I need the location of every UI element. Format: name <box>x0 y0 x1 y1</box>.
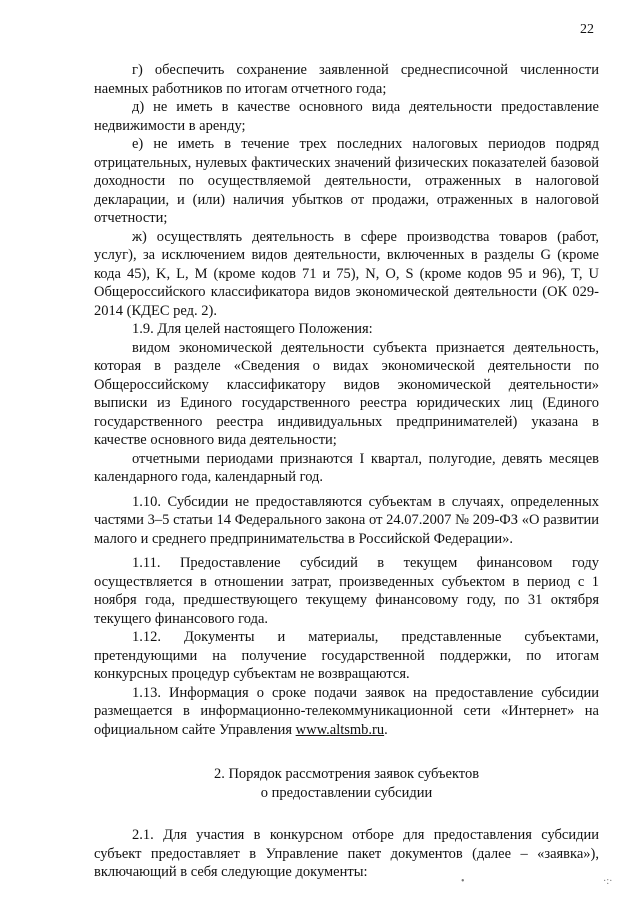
paragraph-1-11: 1.11. Предоставление субсидий в текущем финансовом году осуществляется в отношении затрат, произведенных субъектом в период с 1 ноября года, предшествующего текущему финансовому году, по 31 октября текущего финансового года. <box>94 555 599 627</box>
paragraph-1-13-end: . <box>384 721 388 738</box>
scan-speck: ·:· <box>603 876 613 887</box>
paragraph-e: е) не иметь в течение трех последних налоговых периодов подряд отрицательных, нулевых фактических значений физических показателей базовой доходности по осуществляемой деятельности, отраженных в налоговой декларации, и (или) наличия убытков от продажи, отраженных в налоговой отчетности; <box>94 136 599 226</box>
paragraph-1-13-text: 1.13. Информация о сроке подачи заявок на предоставление субсидии размещается в информационно-телекоммуникационной сети «Интернет» на официальном сайте Управления <box>94 684 599 738</box>
paragraph-zh: ж) осуществлять деятельность в сфере производства товаров (работ, услуг), за исключением видов деятельности, включенных в разделы G (кроме кода 45), K, L, M (кроме кодов 71 и 75), N, O, S (кроме кодов 95 и 96), T, U Общероссийского классификатора видов экономической деятельности (ОК 029-2014 (КДЕС ред. 2). <box>94 228 599 319</box>
paragraph-activity-definition: видом экономической деятельности субъекта признается деятельность, которая в разделе «Сведения о видах экономической деятельности по Общероссийскому классификатору видов экономической деятельности» выписки из Единого государственного реестра юридических лиц (Единого государственного реестра индивидуальных предпринимателей) указана в качестве основного вида деятельности; <box>94 339 599 448</box>
section-heading-line1: 2. Порядок рассмотрения заявок субъектов <box>213 766 480 782</box>
paragraph-reporting-periods: отчетными периодами признаются I квартал, полугодие, девять месяцев календарного года, календарный год. <box>94 450 599 485</box>
paragraph-1-13 <box>94 684 599 740</box>
paragraph-2-1: 2.1. Для участия в конкурсном отборе для предоставления субсидии субъект предоставляет в Управление пакет документов (далее – «заявка»), включающий в себя следующие документы: <box>94 827 599 880</box>
section-heading <box>94 765 599 802</box>
document-body <box>94 61 599 882</box>
page-number: 22 <box>580 22 594 37</box>
paragraph-1-10: 1.10. Субсидии не предоставляются субъектам в случаях, определенных частями 3–5 статьи 14 Федерального закона от 24.07.2007 № 209-ФЗ «О развитии малого и среднего предпринимательства в Российской Федерации». <box>94 493 599 547</box>
paragraph-g: г) обеспечить сохранение заявленной среднесписочной численности наемных работников по итогам отчетного года; <box>94 62 599 97</box>
paragraph-d: д) не иметь в качестве основного вида деятельности предоставление недвижимости в аренду; <box>94 99 599 134</box>
website-link[interactable]: www.altsmb.ru <box>295 721 385 738</box>
paragraph-1-12: 1.12. Документы и материалы, представленные субъектами, претендующими на получение государственной поддержки, по итогам конкурсных процедур субъектам не возвращаются. <box>94 629 599 682</box>
paragraph-1-9: 1.9. Для целей настоящего Положения: <box>132 321 373 337</box>
scan-speck: • <box>461 876 465 887</box>
section-heading-line2: о предоставлении субсидии <box>260 784 433 801</box>
